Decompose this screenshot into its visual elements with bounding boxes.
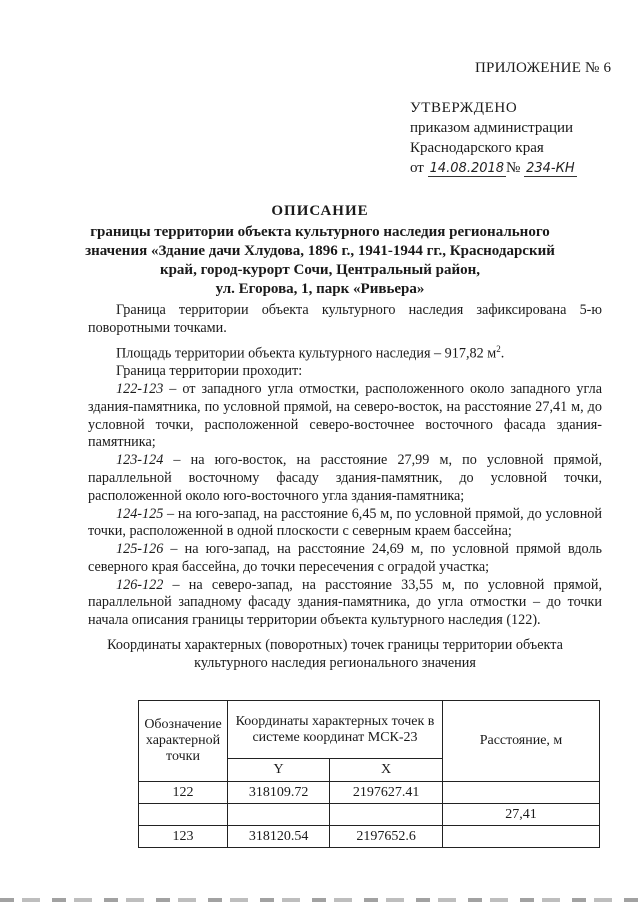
- title-line-3: край, город-курорт Сочи, Центральный район,: [159, 262, 481, 278]
- title-line-2: значения «Здание дачи Хлудова, 1896 г., 1941-1944 гг., Краснодарский: [85, 243, 555, 259]
- segment-paragraph: [88, 381, 602, 452]
- scan-artifact-line: [0, 898, 640, 902]
- title-line-1: границы территории объекта культурного наследия регионального: [90, 224, 550, 240]
- cell-point: 122: [139, 782, 228, 804]
- segment-id: 122-123: [116, 380, 164, 397]
- from-label: от: [410, 160, 424, 176]
- cell-y: 318120.54: [228, 826, 330, 848]
- cell-x: 2197627.41: [330, 782, 443, 804]
- area-end: .: [500, 345, 505, 362]
- cell-point: [139, 804, 228, 826]
- paragraph-points: Граница территории объекта культурного наследия зафиксирована 5-ю поворотными точками.: [88, 302, 602, 336]
- cell-distance: [443, 826, 600, 848]
- cell-x: [330, 804, 443, 826]
- area-text: Площадь территории объекта культурного наследия – 917,82 м: [116, 345, 497, 362]
- paragraph-area: [88, 341, 602, 364]
- handwritten-date: 14.08.2018: [429, 161, 505, 176]
- number-label: №: [506, 160, 521, 176]
- table-row: [139, 826, 600, 848]
- description-body: [88, 302, 602, 630]
- table-row: [139, 782, 600, 804]
- cell-distance: 27,41: [443, 804, 600, 826]
- title-heading: ОПИСАНИЕ: [271, 203, 369, 219]
- header-y: Y: [228, 759, 330, 782]
- header-coordinates: Координаты характерных точек в системе координат МСК-23: [228, 701, 443, 759]
- segment-text: – на юго-запад, на расстояние 6,45 м, по условной прямой, до условной точки, расположенной в одной плоскости с северным краем бассейна;: [88, 505, 602, 540]
- cell-distance: [443, 782, 600, 804]
- segment-paragraph: [88, 541, 602, 577]
- title-line-4: ул. Егорова, 1, парк «Ривьера»: [215, 281, 425, 297]
- cell-point: 123: [139, 826, 228, 848]
- segment-text: – от западного угла отмостки, расположенного около западного угла здания-памятника, по условной прямой, на северо-восток, на расстояние 27,41 м, до условной точки, расположенной северо-восточнее восточного фасада здания-памятника;: [88, 380, 602, 451]
- table-header-row: [139, 701, 600, 759]
- header-point: Обозначение характерной точки: [139, 701, 228, 782]
- table-row: [139, 804, 600, 826]
- paragraph-boundary-intro: Граница территории проходит:: [116, 363, 303, 380]
- caption-line-1: Координаты характерных (поворотных) точек границы территории объекта: [107, 637, 563, 653]
- segment-paragraph: [88, 452, 602, 505]
- segment-id: 126-122: [116, 576, 164, 593]
- segment-paragraph: [88, 577, 602, 630]
- document-title: [60, 202, 580, 299]
- caption-line-2: культурного наследия регионального значения: [194, 655, 476, 671]
- area-superscript: 2: [496, 343, 501, 354]
- header-distance: Расстояние, м: [443, 701, 600, 782]
- table-caption: [70, 636, 600, 672]
- approval-block: [410, 98, 577, 179]
- segment-text: – на юго-запад, на расстояние 24,69 м, по условной прямой вдоль северного края бассейна, до точки пересечения с оградой участка;: [88, 541, 602, 575]
- segment-id: 123-124: [116, 452, 164, 469]
- order-line-2: Краснодарского края: [410, 140, 544, 156]
- segment-text: – на юго-восток, на расстояние 27,99 м, по условной прямой, параллельной восточному фасаду здания-памятник, до условной точки, расположенной около юго-восточного угла здания-памятника;: [88, 452, 602, 504]
- cell-y: 318109.72: [228, 782, 330, 804]
- cell-y: [228, 804, 330, 826]
- handwritten-number: 234-КН: [526, 161, 575, 176]
- segment-id: 125-126: [116, 541, 164, 558]
- approved-label: УТВЕРЖДЕНО: [410, 100, 518, 116]
- appendix-label: ПРИЛОЖЕНИЕ № 6: [475, 60, 612, 76]
- segment-text: – на северо-запад, на расстояние 33,55 м, по условной прямой, параллельной западному фасаду здания-памятника, до угла отмостки – до точки начала описания границы территории объекта культурного наследия (122).: [88, 576, 602, 629]
- coordinates-table: [138, 700, 600, 848]
- header-x: X: [330, 759, 443, 782]
- segment-id: 124-125: [116, 505, 164, 522]
- order-line-1: приказом администрации: [410, 120, 574, 136]
- segment-paragraph: [88, 506, 602, 542]
- cell-x: 2197652.6: [330, 826, 443, 848]
- order-date-line: [410, 158, 577, 179]
